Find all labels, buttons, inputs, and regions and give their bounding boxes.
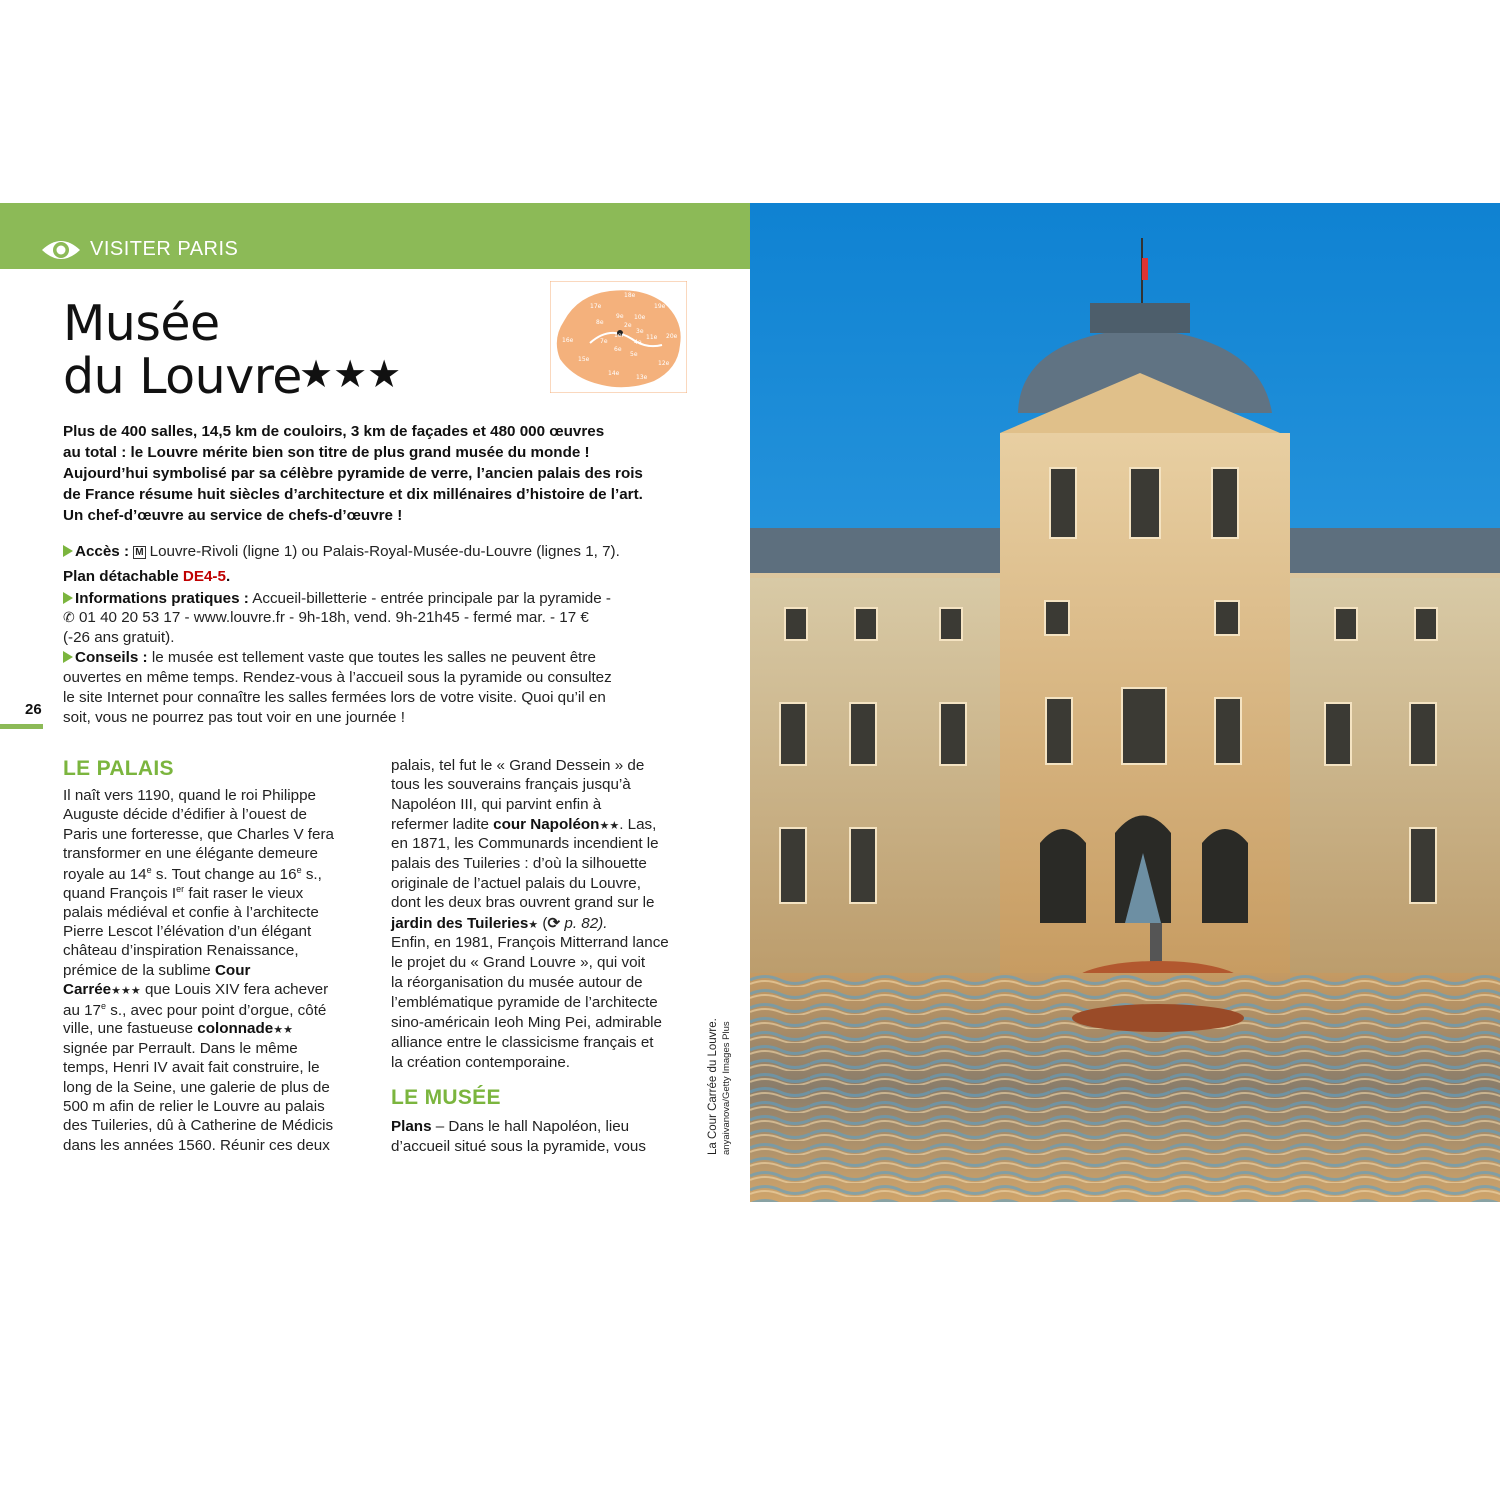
arr-label: 12e bbox=[658, 360, 670, 367]
col2-line: originale de l’actuel palais du Louvre, bbox=[391, 875, 641, 892]
arr-label: 20e bbox=[666, 333, 678, 340]
palais-line: royale au 14e s. Tout change au 16e s., bbox=[63, 865, 322, 884]
palais-line: Il naît vers 1190, quand le roi Philippe bbox=[63, 787, 317, 804]
arr-label: 18e bbox=[624, 292, 636, 299]
photo-caption-text: La Cour Carrée du Louvre. bbox=[707, 1018, 719, 1155]
palais-line: palais médiéval et confie à l’architecte bbox=[63, 904, 319, 921]
palais-line: Auguste décide d’édifier à l’ouest de bbox=[63, 806, 308, 823]
arr-label: 1er bbox=[614, 332, 624, 339]
col2-line: jardin des Tuileries★ (⟳ p. 82). bbox=[391, 915, 608, 932]
palais-line: château d’inspiration Renaissance, bbox=[63, 942, 299, 959]
col2-line: le projet du « Grand Louvre », qui voit bbox=[391, 954, 646, 971]
palais-line: transformer en une élégante demeure bbox=[63, 845, 318, 862]
eye-icon bbox=[40, 236, 82, 264]
arr-label: 10e bbox=[634, 314, 646, 321]
arr-label: 14e bbox=[608, 370, 620, 377]
arr-label: 6e bbox=[614, 346, 622, 353]
arr-label: 16e bbox=[562, 337, 574, 344]
palais-line: des Tuileries, dû à Catherine de Médicis bbox=[63, 1117, 334, 1134]
arr-label: 13e bbox=[636, 374, 648, 381]
col2-line: alliance entre le classicisme français et bbox=[391, 1034, 654, 1051]
arr-label: 5e bbox=[630, 351, 638, 358]
map-reference-icon: ⟳ bbox=[547, 915, 561, 932]
conseils-line: soit, vous ne pourrez pas tout voir en une journée ! bbox=[63, 709, 405, 726]
conseils-line: le site Internet pour connaître les salles fermées lors de votre visite. Quoi qu’il en bbox=[63, 689, 606, 706]
arr-label: 9e bbox=[616, 313, 624, 320]
col2-line: palais, tel fut le « Grand Dessein » de bbox=[391, 757, 645, 774]
arr-label: 15e bbox=[578, 356, 590, 363]
arr-label: 8e bbox=[596, 319, 604, 326]
arr-label: 3e bbox=[636, 328, 644, 335]
col2-line: refermer ladite cour Napoléon★★. Las, bbox=[391, 816, 657, 833]
infos-line: ✆ 01 40 20 53 17 - www.louvre.fr - 9h-18h, vend. 9h-21h45 - fermé mar. - 17 € bbox=[63, 609, 589, 626]
col2-line: Plans – Dans le hall Napoléon, lieu bbox=[391, 1118, 630, 1135]
acces-line: Accès : M Louvre-Rivoli (ligne 1) ou Palais-Royal-Musée-du-Louvre (lignes 1, 7). bbox=[63, 543, 620, 560]
page-title-line1: Musée bbox=[63, 295, 220, 352]
arr-label: 4e bbox=[634, 339, 642, 346]
palais-line: 500 m afin de relier le Louvre au palais bbox=[63, 1098, 325, 1115]
col2-line: la réorganisation du musée autour de bbox=[391, 974, 643, 991]
page-number: 26 bbox=[25, 701, 42, 718]
phone-icon: ✆ bbox=[63, 609, 75, 625]
intro-line: de France résume huit siècles d’architecture et dix millénaires d’histoire de l’art. bbox=[63, 486, 643, 503]
intro-line: au total : le Louvre mérite bien son titre de plus grand musée du monde ! bbox=[63, 444, 590, 461]
palais-line: Paris une forteresse, que Charles V fera bbox=[63, 826, 334, 843]
page-title-line2: du Louvre bbox=[63, 348, 302, 405]
infos-line: (-26 ans gratuit). bbox=[63, 629, 175, 646]
intro-line: Plus de 400 salles, 14,5 km de couloirs, 3 km de façades et 480 000 œuvres bbox=[63, 423, 605, 440]
page-number-bar bbox=[0, 724, 43, 729]
section-heading-musee: LE MUSÉE bbox=[391, 1086, 501, 1109]
arr-label: 7e bbox=[600, 338, 608, 345]
arrow-icon bbox=[63, 651, 73, 663]
photo-credit-text: anyaivanova/Getty Images Plus bbox=[721, 1021, 732, 1155]
infos-line: Informations pratiques : Accueil-billetterie - entrée principale par la pyramide - bbox=[63, 590, 611, 607]
arr-label: 2e bbox=[624, 322, 632, 329]
palais-line: prémice de la sublime Cour bbox=[63, 962, 251, 979]
arr-label: 19e bbox=[654, 303, 666, 310]
col2-line: Enfin, en 1981, François Mitterrand lance bbox=[391, 934, 669, 951]
arr-label: 17e bbox=[590, 303, 602, 310]
photo-caption bbox=[706, 1018, 734, 1155]
paris-locator-map bbox=[550, 281, 687, 393]
louvre-cour-carree-photo bbox=[750, 203, 1500, 1202]
col2-line: d’accueil situé sous la pyramide, vous bbox=[391, 1138, 646, 1155]
col2-line: sino-américain Ieoh Ming Pei, admirable bbox=[391, 1014, 662, 1031]
col2-line: dont les deux bras ouvrent grand sur le bbox=[391, 894, 655, 911]
rating-stars: ★★★ bbox=[299, 354, 402, 396]
col2-line: la création contemporaine. bbox=[391, 1054, 570, 1071]
palais-line: dans les années 1560. Réunir ces deux bbox=[63, 1137, 330, 1154]
col2-line: palais des Tuileries : d’où la silhouette bbox=[391, 855, 647, 872]
conseils-line: Conseils : le musée est tellement vaste que toutes les salles ne peuvent être bbox=[63, 649, 596, 666]
arrow-icon bbox=[63, 545, 73, 557]
palais-line: ville, une fastueuse colonnade★★ bbox=[63, 1020, 293, 1037]
col2-line: en 1871, les Communards incendient le bbox=[391, 835, 659, 852]
col2-line: l’emblématique pyramide de l’architecte bbox=[391, 994, 658, 1011]
palais-line: signée par Perrault. Dans le même bbox=[63, 1040, 298, 1057]
palais-line: temps, Henri IV avait fait construire, le bbox=[63, 1059, 320, 1076]
palais-line: au 17e s., avec pour point d’orgue, côté bbox=[63, 1001, 327, 1020]
arrow-icon bbox=[63, 592, 73, 604]
conseils-line: ouvertes en même temps. Rendez-vous à l’accueil sous la pyramide ou consultez bbox=[63, 669, 612, 686]
section-title: VISITER PARIS bbox=[90, 238, 239, 260]
palais-line: quand François Ier fait raser le vieux bbox=[63, 884, 304, 903]
section-heading-palais: LE PALAIS bbox=[63, 757, 174, 780]
plan-line: Plan détachable DE4-5. bbox=[63, 568, 231, 585]
col2-line: tous les souverains français jusqu’à bbox=[391, 776, 631, 793]
intro-line: Aujourd’hui symbolisé par sa célèbre pyramide de verre, l’ancien palais des rois bbox=[63, 465, 643, 482]
palais-line: Pierre Lescot l’élévation d’un élégant bbox=[63, 923, 312, 940]
intro-line: Un chef-d’œuvre au service de chefs-d’œuvre ! bbox=[63, 507, 403, 524]
palais-line: long de la Seine, une galerie de plus de bbox=[63, 1079, 330, 1096]
col2-line: Napoléon III, qui parvint enfin à bbox=[391, 796, 602, 813]
arr-label: 11e bbox=[646, 334, 658, 341]
metro-icon: M bbox=[135, 547, 144, 558]
palais-line: Carrée★★★ que Louis XIV fera achever bbox=[63, 981, 329, 998]
